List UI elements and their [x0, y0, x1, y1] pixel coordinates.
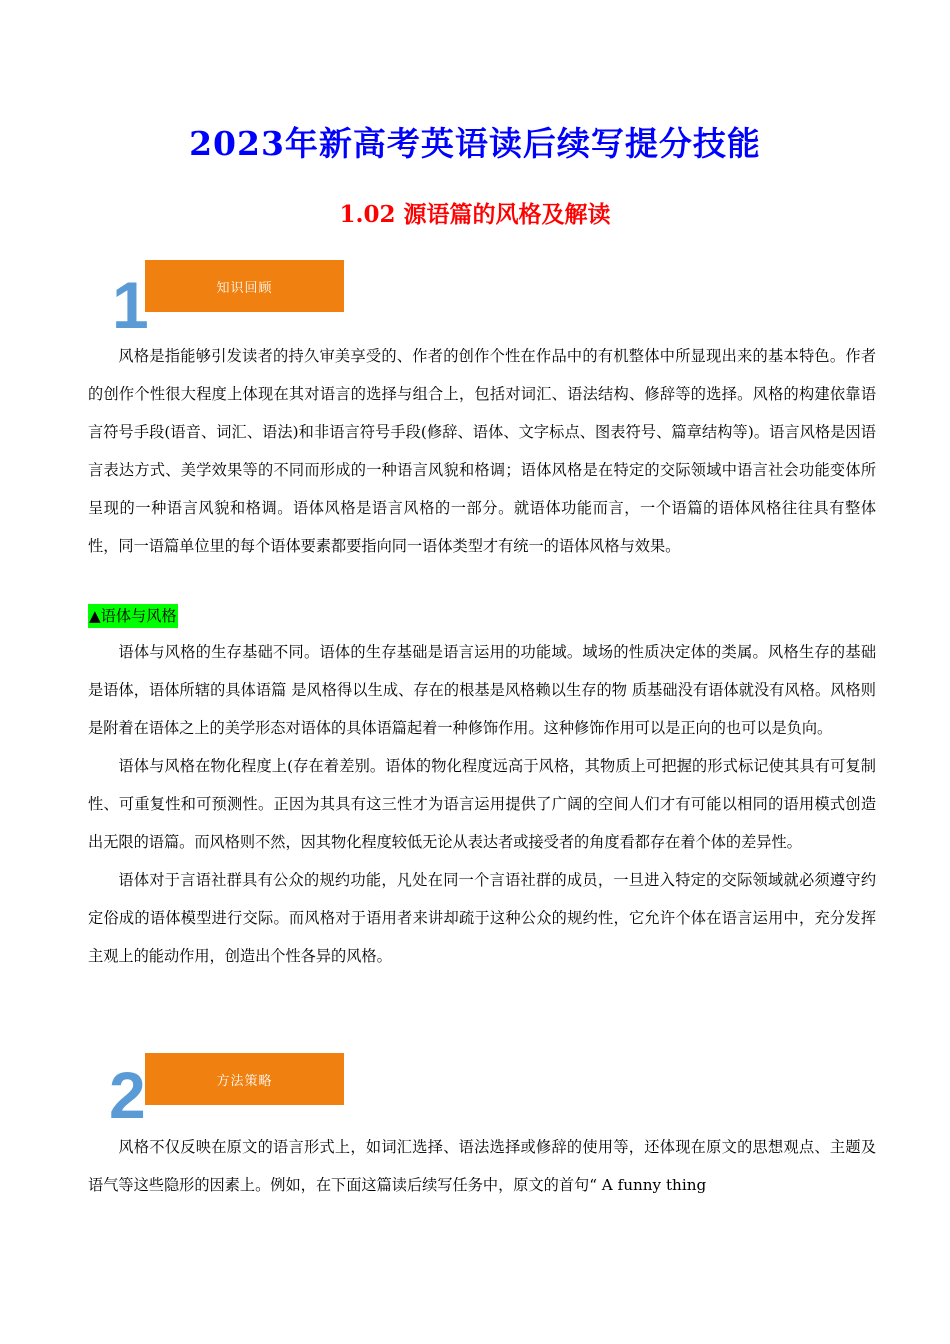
highlighted-heading: ▲语体与风格: [88, 604, 178, 628]
section-2-paragraph: 风格不仅反映在原文的语言形式上，如词汇选择、语法选择或修辞的使用等，还体现在原文的思想观点、主题及语气等这些隐形的因素上。例如，在下面这篇读后续写任务中，原文的首句“ A funny thing: [88, 1138, 876, 1194]
section-1-label: 知识回顾: [216, 280, 273, 296]
section-2-body: [88, 1128, 876, 1204]
section-1-number: 1: [112, 268, 149, 342]
section-1-label-box: [145, 260, 344, 312]
section-1-body: [88, 337, 876, 565]
section-1-sub-body: [88, 633, 876, 975]
section-2-label-box: [145, 1053, 344, 1105]
page-subtitle: 1.02 源语篇的风格及解读: [339, 201, 611, 228]
section-1-paragraph: 风格是指能够引发读者的持久审美享受的、作者的创作个性在作品中的有机整体中所显现出来的基本特色。作者的创作个性很大程度上体现在其对语言的选择与组合上，包括对词汇、语法结构、修辞等的选择。风格的构建依靠语言符号手段(语音、词汇、语法)和非语言符号手段(修辞、语体、文字标点、图表符号、篇章结构等)。语言风格是因语言表达方式、美学效果等的不同而形成的一种语言风貌和格调；语体风格是在特定的交际领域中语言社会功能变体所呈现的一种语言风貌和格调。语体风格是语言风格的一部分。就语体功能而言，一个语篇的语体风格往往具有整体性，同一语篇单位里的每个语体要素都要指向同一语体类型才有统一的语体风格与效果。: [88, 347, 876, 555]
sub-paragraph-2: 语体与风格在物化程度上(存在着差别。语体的物化程度远高于风格，其物质上可把握的形式标记使其具有可复制性、可重复性和可预测性。正因为其具有这三性才为语言运用提供了广阔的空间人们才有可能以相同的语用模式创造出无限的语篇。而风格则不然，因其物化程度较低无论从表达者或接受者的角度看都存在着个体的差异性。: [88, 757, 876, 851]
section-2-label: 方法策略: [216, 1073, 273, 1089]
sub-paragraph-3: 语体对于言语社群具有公众的规约功能，凡处在同一个言语社群的成员，一旦进入特定的交际领域就必须遵守约定俗成的语体模型进行交际。而风格对于语用者来讲却疏于这种公众的规约性，它允许个体在语言运用中，充分发挥主观上的能动作用，创造出个性各异的风格。: [88, 871, 876, 965]
sub-paragraph-1: 语体与风格的生存基础不同。语体的生存基础是语言运用的功能域。域场的性质决定体的类属。风格生存的基础是语体，语体所辖的具体语篇 是风格得以生成、存在的根基是风格赖以生存的物 质基础没有语体就没有风格。风格则是附着在语体之上的美学形态对语体的具体语篇起着一种修饰作用。这种修饰作用可以是正向的也可以是负向。: [88, 643, 876, 737]
page-title: 2023年新高考英语读后续写提分技能: [189, 124, 761, 163]
section-2-number: 2: [109, 1058, 146, 1132]
